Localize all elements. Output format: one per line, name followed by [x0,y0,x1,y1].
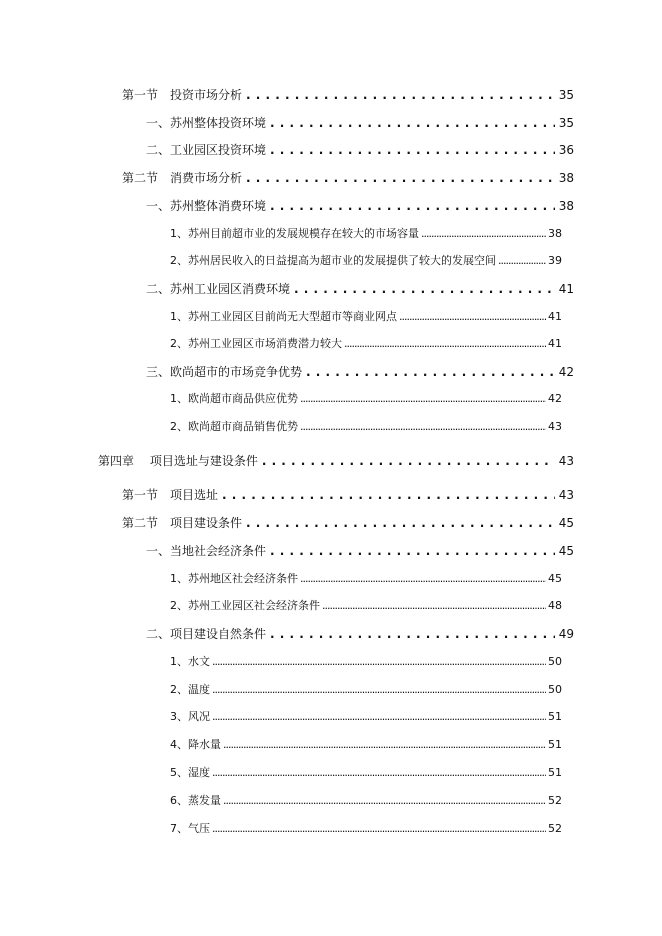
toc-leader [399,308,546,326]
toc-entry[interactable] [170,597,562,615]
toc-entry-page: 51 [548,710,562,723]
toc-entry-page: 35 [558,116,574,130]
toc-entry-title: 一、苏州整体消费环境 [146,199,267,213]
toc-entry-page: 52 [548,822,562,835]
toc-entry-page: 45 [548,572,562,585]
toc-leader [270,114,555,132]
toc-entry-page: 49 [558,627,574,641]
toc-entry-page: 43 [558,454,574,468]
toc-entry[interactable] [170,418,562,436]
toc-entry[interactable] [146,114,574,132]
toc-leader [300,418,546,436]
toc-entry[interactable] [170,653,562,671]
toc-entry[interactable] [170,681,562,699]
toc-entry[interactable] [146,625,574,643]
toc-leader [270,625,555,643]
toc-entry-title: 第二节 消费市场分析 [122,171,243,185]
toc-leader [270,197,555,215]
toc-entry-page: 38 [558,171,574,185]
toc-entry-title: 3、风况 [170,710,210,723]
toc-entry[interactable] [170,308,562,326]
toc-leader [246,169,555,187]
toc-entry-title: 二、工业园区投资环境 [146,143,267,157]
toc-entry[interactable] [146,542,574,560]
toc-entry[interactable] [170,820,562,838]
toc-leader [223,792,546,810]
toc-entry-title: 2、温度 [170,683,210,696]
toc-entry[interactable] [170,764,562,782]
toc-entry-page: 50 [548,683,562,696]
toc-entry-page: 51 [548,766,562,779]
toc-entry-title: 2、苏州居民收入的日益提高为超市业的发展提供了较大的发展空间 [170,254,496,267]
toc-entry-title: 第一节 投资市场分析 [122,88,243,102]
toc-entry-title: 第二节 项目建设条件 [122,516,243,530]
toc-leader [222,486,555,504]
toc-entry[interactable] [170,225,562,243]
toc-entry-title: 1、苏州工业园区目前尚无大型超市等商业网点 [170,310,397,323]
toc-entry-page: 41 [548,310,562,323]
toc-entry-title: 7、气压 [170,822,210,835]
toc-entry-page: 38 [548,227,562,240]
toc-entry[interactable] [170,736,562,754]
toc-entry[interactable] [170,792,562,810]
toc-leader [498,252,546,270]
toc-entry-page: 43 [558,488,574,502]
toc-entry-title: 5、湿度 [170,766,210,779]
toc-entry[interactable] [122,514,574,532]
toc-entry[interactable] [122,486,574,504]
toc-leader [270,542,555,560]
toc-entry[interactable] [170,390,562,408]
toc-entry-page: 43 [548,420,562,433]
toc-entry-title: 第一节 项目选址 [122,488,219,502]
toc-leader [212,708,546,726]
toc-entry-title: 三、欧尚超市的市场竞争优势 [146,365,303,379]
toc-entry-title: 1、苏州目前超市业的发展规模存在较大的市场容量 [170,227,419,240]
toc-leader [212,653,546,671]
toc-entry[interactable] [122,169,574,187]
toc-entry-title: 一、苏州整体投资环境 [146,116,267,130]
toc-entry[interactable] [146,280,574,298]
toc-leader [294,280,555,298]
toc-entry-title: 二、项目建设自然条件 [146,627,267,641]
toc-entry-page: 45 [558,516,574,530]
toc-leader [212,764,546,782]
toc-entry-page: 38 [558,199,574,213]
toc-entry[interactable] [170,252,562,270]
toc-entry-title: 4、降水量 [170,738,221,751]
toc-entry[interactable] [146,363,574,381]
toc-leader [322,597,546,615]
toc-entry-page: 35 [558,88,574,102]
toc-entry-title: 1、苏州地区社会经济条件 [170,572,298,585]
toc-entry-title: 2、苏州工业园区社会经济条件 [170,599,320,612]
toc-entry-page: 51 [548,738,562,751]
toc-leader [262,452,555,470]
toc-leader [270,141,555,159]
toc-entry-page: 52 [548,794,562,807]
toc-leader [223,736,546,754]
toc-entry-page: 50 [548,655,562,668]
toc-entry[interactable] [122,86,574,104]
toc-leader [306,363,555,381]
toc-entry-title: 一、当地社会经济条件 [146,544,267,558]
toc-entry-page: 42 [548,392,562,405]
toc-leader [344,335,546,353]
toc-leader [300,570,546,588]
toc-entry[interactable] [98,452,574,470]
toc-entry[interactable] [170,708,562,726]
toc-entry-title: 6、蒸发量 [170,794,221,807]
toc-entry-page: 42 [558,365,574,379]
toc-entry-page: 36 [558,143,574,157]
toc-entry-page: 41 [558,282,574,296]
toc-entry-title: 第四章 项目选址与建设条件 [98,454,258,468]
toc-entry-page: 39 [548,254,562,267]
toc-entry-page: 41 [548,337,562,350]
toc-leader [300,390,546,408]
toc-entry-title: 1、欧尚超市商品供应优势 [170,392,298,405]
toc-leader [212,820,546,838]
toc-entry[interactable] [146,141,574,159]
toc-entry-page: 48 [548,599,562,612]
toc-leader [246,86,555,104]
toc-entry-title: 1、水文 [170,655,210,668]
toc-entry-title: 二、苏州工业园区消费环境 [146,282,291,296]
toc-entry-title: 2、苏州工业园区市场消费潜力较大 [170,337,342,350]
toc-entry-title: 2、欧尚超市商品销售优势 [170,420,298,433]
toc-entry-page: 45 [558,544,574,558]
toc-leader [246,514,555,532]
toc-leader [421,225,546,243]
toc-entry[interactable] [170,335,562,353]
toc-leader [212,681,546,699]
toc-entry[interactable] [170,570,562,588]
toc-entry[interactable] [146,197,574,215]
